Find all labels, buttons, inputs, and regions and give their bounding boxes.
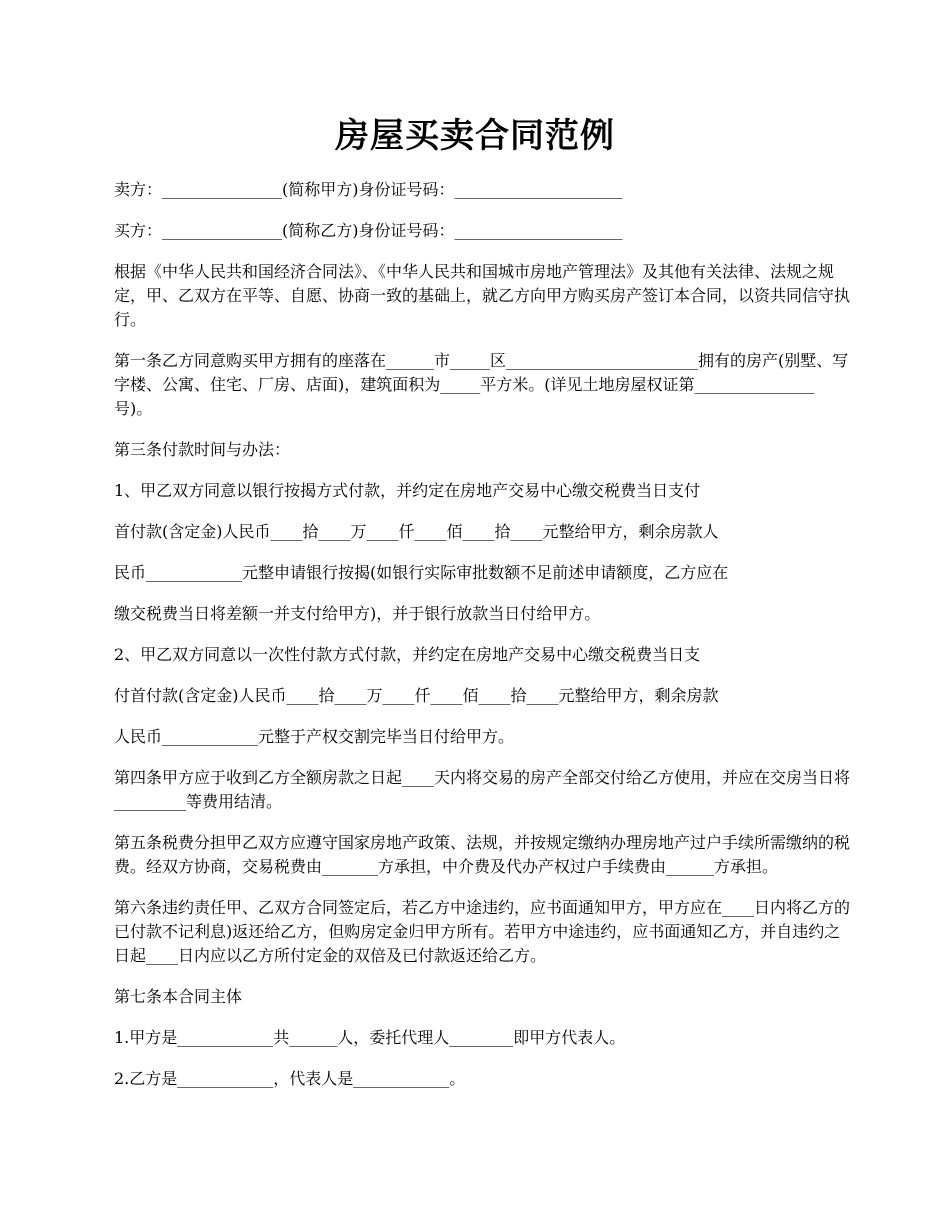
document-body xyxy=(114,178,850,1108)
article-1-paragraph: 第一条乙方同意购买甲方拥有的座落在______市_____区________________________拥有的房产(别墅、写字楼、公寓、住宅、厂房、店面)，建筑面积为_____平方米。(详见土地房屋权证第_______________号)。 xyxy=(114,351,849,418)
payment-method-2-line-2: 付首付款(含定金)人民币____拾____万____仟____佰____拾____元整给甲方，剩余房款 xyxy=(114,686,719,705)
payment-method-1-line-4: 缴交税费当日将差额一并支付给甲方)，并于银行放款当日付给甲方。 xyxy=(114,604,601,623)
payment-method-2-line-3: 人民币____________元整于产权交割完毕当日付给甲方。 xyxy=(114,727,515,746)
party-b-line: 2.乙方是____________，代表人是____________。 xyxy=(114,1069,466,1088)
article-7-heading: 第七条本合同主体 xyxy=(114,987,243,1006)
buyer-line: 买方：_______________(简称乙方)身份证号码：_____________________ xyxy=(114,221,623,240)
payment-method-1-line-3: 民币____________元整申请银行按揭(如银行实际审批数额不足前述申请额度，乙方应在 xyxy=(114,563,729,582)
party-a-line: 1.甲方是____________共______人，委托代理人________即甲方代表人。 xyxy=(114,1028,626,1047)
preamble-paragraph: 根据《中华人民共和国经济合同法》、《中华人民共和国城市房地产管理法》及其他有关法律、法规之规定，甲、乙双方在平等、自愿、协商一致的基础上，就乙方向甲方购买房产签订本合同，以资共同信守执行。 xyxy=(114,262,851,329)
article-4-paragraph: 第四条甲方应于收到乙方全额房款之日起____天内将交易的房产全部交付给乙方使用，并应在交房当日将_________等费用结清。 xyxy=(114,768,851,811)
payment-method-2-line-1: 2、甲乙双方同意以一次性付款方式付款，并约定在房地产交易中心缴交税费当日支 xyxy=(114,645,701,664)
payment-method-1-line-1: 1、甲乙双方同意以银行按揭方式付款，并约定在房地产交易中心缴交税费当日支付 xyxy=(114,481,701,500)
article-3-heading: 第三条付款时间与办法： xyxy=(114,440,291,459)
seller-line: 卖方：_______________(简称甲方)身份证号码：_____________________ xyxy=(114,180,623,199)
document-title: 房屋买卖合同范例 xyxy=(335,116,615,156)
article-6-paragraph: 第六条违约责任甲、乙双方合同签定后，若乙方中途违约，应书面通知甲方，甲方应在____日内将乙方的已付款不记利息)返还给乙方，但购房定金归甲方所有。若甲方中途违约，应书面通知乙方，并自违约之日起____日内应以乙方所付定金的双倍及已付款返还给乙方。 xyxy=(114,898,851,965)
article-5-paragraph: 第五条税费分担甲乙双方应遵守国家房地产政策、法规，并按规定缴纳办理房地产过户手续所需缴纳的税费。经双方协商，交易税费由_______方承担，中介费及代办产权过户手续费由______方承担。 xyxy=(114,833,851,876)
payment-method-1-line-2: 首付款(含定金)人民币____拾____万____仟____佰____拾____元整给甲方，剩余房款人 xyxy=(114,522,719,541)
